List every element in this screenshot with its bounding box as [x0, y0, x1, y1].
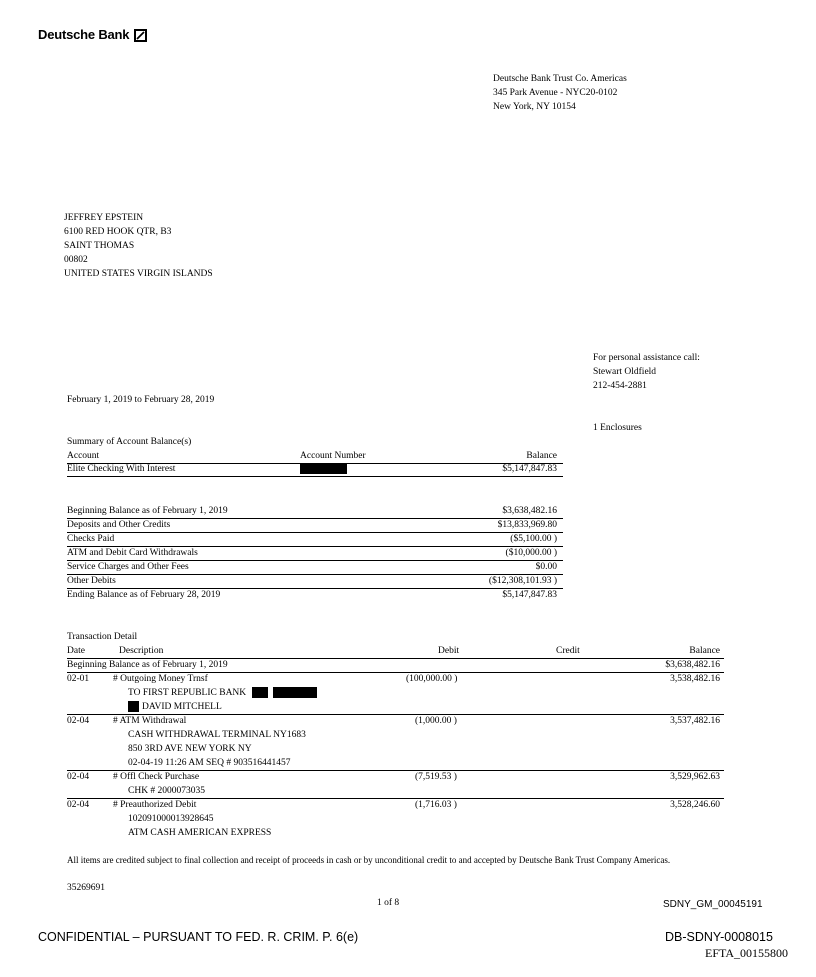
bates-number: DB-SDNY-0008015 — [665, 930, 773, 944]
bates-number: SDNY_GM_00045191 — [663, 899, 763, 910]
txn-detail-line: CHK # 2000073035 — [128, 786, 206, 796]
confidential-notice: CONFIDENTIAL – PURSUANT TO FED. R. CRIM. P. 6(e) — [38, 930, 359, 944]
customer-address-line: JEFFREY EPSTEIN — [64, 213, 144, 223]
txn-detail-line: 02-04-19 11:26 AM SEQ # 903516441457 — [128, 758, 291, 768]
bank-address — [493, 72, 627, 114]
customer-address-line: 6100 RED HOOK QTR, B3 — [64, 227, 172, 237]
customer-address-line: 00802 — [64, 255, 88, 265]
txn-date: 02-04 — [67, 716, 90, 726]
txn-detail-line: 102091000013928645 — [128, 814, 214, 824]
txn-debit: (1,000.00 ) — [415, 716, 457, 726]
header-description: Description — [119, 646, 164, 656]
header-date: Date — [67, 646, 85, 656]
summary-account-row — [67, 462, 563, 477]
txn-date: 02-01 — [67, 674, 90, 684]
summary-account-balance: $5,147,847.83 — [502, 464, 557, 474]
txn-debit: (7,519.53 ) — [415, 772, 457, 782]
enclosures: 1 Enclosures — [593, 423, 642, 433]
txn-detail-line — [128, 700, 222, 714]
header-debit: Debit — [438, 646, 460, 656]
assistance-line: 212-454-2881 — [593, 381, 647, 391]
customer-address-line: SAINT THOMAS — [64, 241, 135, 251]
balance-row — [67, 546, 563, 561]
balance-label: Beginning Balance as of February 1, 2019 — [67, 506, 228, 516]
redaction-box — [300, 463, 347, 474]
txn-balance: 3,528,246.60 — [670, 800, 720, 810]
beginning-balance-value: $3,638,482.16 — [665, 660, 720, 670]
txn-date: 02-04 — [67, 800, 90, 810]
transactions-title: Transaction Detail — [67, 632, 138, 642]
transactions-header-row — [67, 644, 724, 659]
balance-row — [67, 518, 563, 533]
txn-balance: 3,537,482.16 — [670, 716, 720, 726]
redaction-box — [128, 701, 139, 712]
balance-value: $13,833,969.80 — [497, 520, 557, 530]
balance-value: ($10,000.00 ) — [505, 548, 557, 558]
txn-debit: (100,000.00 ) — [406, 674, 458, 684]
beginning-balance-label: Beginning Balance as of February 1, 2019 — [67, 660, 228, 670]
summary-header-balance: Balance — [526, 451, 557, 461]
balance-label: Ending Balance as of February 28, 2019 — [67, 590, 221, 600]
balance-value: $0.00 — [535, 562, 557, 572]
table-row — [67, 672, 724, 715]
table-row — [67, 798, 724, 840]
txn-description: # Outgoing Money Trnsf — [113, 674, 208, 684]
bank-address-line: Deutsche Bank Trust Co. Americas — [493, 74, 627, 84]
balance-value: $3,638,482.16 — [502, 506, 557, 516]
txn-description: # Offl Check Purchase — [113, 772, 200, 782]
efta-number: EFTA_00155800 — [705, 946, 789, 960]
assistance-line: Stewart Oldfield — [593, 367, 657, 377]
bank-address-line: New York, NY 10154 — [493, 102, 576, 112]
txn-debit: (1,716.03 ) — [415, 800, 457, 810]
bank-address-line: 345 Park Avenue - NYC20-0102 — [493, 88, 618, 98]
balance-label: Checks Paid — [67, 534, 115, 544]
assistance-contact — [593, 351, 700, 393]
page-number: 1 of 8 — [377, 898, 400, 908]
table-row — [67, 714, 724, 771]
summary-account-name: Elite Checking With Interest — [67, 464, 176, 474]
assistance-line: For personal assistance call: — [593, 353, 700, 363]
statement-period: February 1, 2019 to February 28, 2019 — [67, 395, 215, 405]
bank-logo — [38, 28, 147, 42]
balance-label: ATM and Debit Card Withdrawals — [67, 548, 198, 558]
deutsche-bank-slash-icon — [134, 29, 147, 42]
txn-description: # ATM Withdrawal — [113, 716, 187, 726]
txn-description: # Preauthorized Debit — [113, 800, 197, 810]
txn-detail-line: 850 3RD AVE NEW YORK NY — [128, 744, 252, 754]
customer-address — [64, 211, 213, 281]
txn-detail-text: DAVID MITCHELL — [142, 702, 222, 712]
summary-title: Summary of Account Balance(s) — [67, 437, 192, 447]
txn-balance: 3,538,482.16 — [670, 674, 720, 684]
bank-name: Deutsche Bank — [38, 27, 130, 42]
disclaimer: All items are credited subject to final collection and receipt of proceeds in cash or by unconditional credit to and accepted by Deutsche Bank Trust Company Americas. — [67, 855, 671, 865]
txn-detail-text: TO FIRST REPUBLIC BANK — [128, 688, 247, 698]
txn-detail-line — [128, 686, 317, 700]
balance-value: $5,147,847.83 — [502, 590, 557, 600]
balance-label: Service Charges and Other Fees — [67, 562, 189, 572]
table-row — [67, 770, 724, 799]
txn-balance: 3,529,962.63 — [670, 772, 720, 782]
balance-row — [67, 560, 563, 575]
balance-row — [67, 532, 563, 547]
balance-value: ($12,308,101.93 ) — [488, 576, 557, 586]
header-credit: Credit — [556, 646, 580, 656]
statement-code: 35269691 — [67, 883, 105, 893]
summary-header-account: Account — [67, 451, 100, 461]
redaction-box — [252, 687, 268, 698]
balance-row — [67, 574, 563, 589]
beginning-balance-row — [67, 658, 724, 673]
txn-detail-line: ATM CASH AMERICAN EXPRESS — [128, 828, 272, 838]
header-balance: Balance — [689, 646, 720, 656]
customer-address-line: UNITED STATES VIRGIN ISLANDS — [64, 269, 213, 279]
redaction-box — [273, 687, 317, 698]
summary-header-number: Account Number — [300, 451, 366, 461]
balance-row — [67, 504, 563, 519]
balance-value: ($5,100.00 ) — [510, 534, 557, 544]
balance-row — [67, 588, 563, 602]
balance-label: Other Debits — [67, 576, 116, 586]
txn-detail-line: CASH WITHDRAWAL TERMINAL NY1683 — [128, 730, 306, 740]
txn-date: 02-04 — [67, 772, 90, 782]
balance-label: Deposits and Other Credits — [67, 520, 171, 530]
